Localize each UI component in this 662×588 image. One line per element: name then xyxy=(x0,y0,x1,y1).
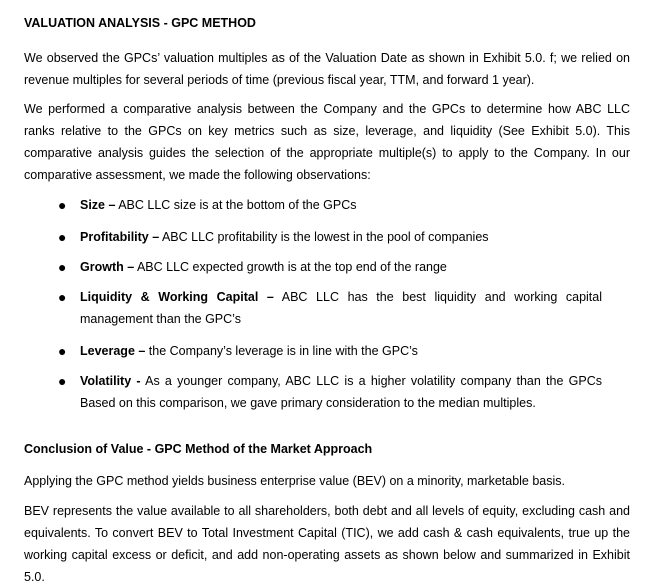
observation-term: Growth – xyxy=(80,260,135,274)
list-item-text xyxy=(80,370,602,414)
bullet-icon: ● xyxy=(58,197,67,213)
observation-text: ABC LLC expected growth is at the top end of the range xyxy=(134,260,447,274)
list-item-text xyxy=(80,226,602,248)
bullet-icon: ● xyxy=(58,259,67,275)
paragraph-multiples-observed: We observed the GPCs’ valuation multiples as of the Valuation Date as shown in Exhibit 5.0. f; we relied on revenue multiples for several periods of time (previous fiscal year, TTM, and forward 1 year). xyxy=(24,51,630,87)
observation-text: ABC LLC size is at the bottom of the GPCs xyxy=(115,198,357,212)
observation-term: Profitability – xyxy=(80,230,160,244)
paragraph-bev-basis: Applying the GPC method yields business enterprise value (BEV) on a minority, marketable basis. xyxy=(24,474,565,488)
section-title-valuation-analysis: VALUATION ANALYSIS - GPC METHOD xyxy=(24,16,256,30)
bullet-icon: ● xyxy=(58,229,67,245)
observation-term: Size – xyxy=(80,198,116,212)
observation-text: ABC LLC has the best liquidity and working capital management than the GPC’s xyxy=(80,290,603,326)
section-title-conclusion-of-value: Conclusion of Value - GPC Method of the Market Approach xyxy=(24,442,373,456)
paragraph-bev-definition: BEV represents the value available to all shareholders, both debt and all levels of equity, excluding cash and equivalents. To convert BEV to Total Investment Capital (TIC), we add cash & cash equivalents, true up the working capital excess or deficit, and add non-operating assets as shown below and summarized in Exhibit 5.0. xyxy=(24,504,630,584)
observation-text: ABC LLC profitability is the lowest in the pool of companies xyxy=(159,230,489,244)
observation-term: Liquidity & Working Capital – xyxy=(80,290,274,304)
list-item-text xyxy=(80,256,602,278)
observation-term: Volatility - xyxy=(80,374,141,388)
list-item-text xyxy=(80,194,602,216)
bullet-icon: ● xyxy=(58,343,67,359)
bullet-icon: ● xyxy=(58,289,67,305)
observation-text: As a younger company, ABC LLC is a higher volatility company than the GPCs Based on this comparison, we gave primary consideration to the median multiples. xyxy=(80,374,602,410)
list-item-text xyxy=(80,340,602,362)
list-item-text xyxy=(80,286,602,330)
observation-text: the Company’s leverage is in line with the GPC’s xyxy=(145,344,418,358)
paragraph-comparative-analysis: We performed a comparative analysis between the Company and the GPCs to determine how ABC LLC ranks relative to the GPCs on key metrics such as size, leverage, and liquidity (See Exhibit 5.0). This comparative analysis guides the selection of the appropriate multiple(s) to apply to the Company. In our comparative assessment, we made the following observations: xyxy=(24,102,630,182)
bullet-icon: ● xyxy=(58,373,67,389)
observation-term: Leverage – xyxy=(80,344,146,358)
